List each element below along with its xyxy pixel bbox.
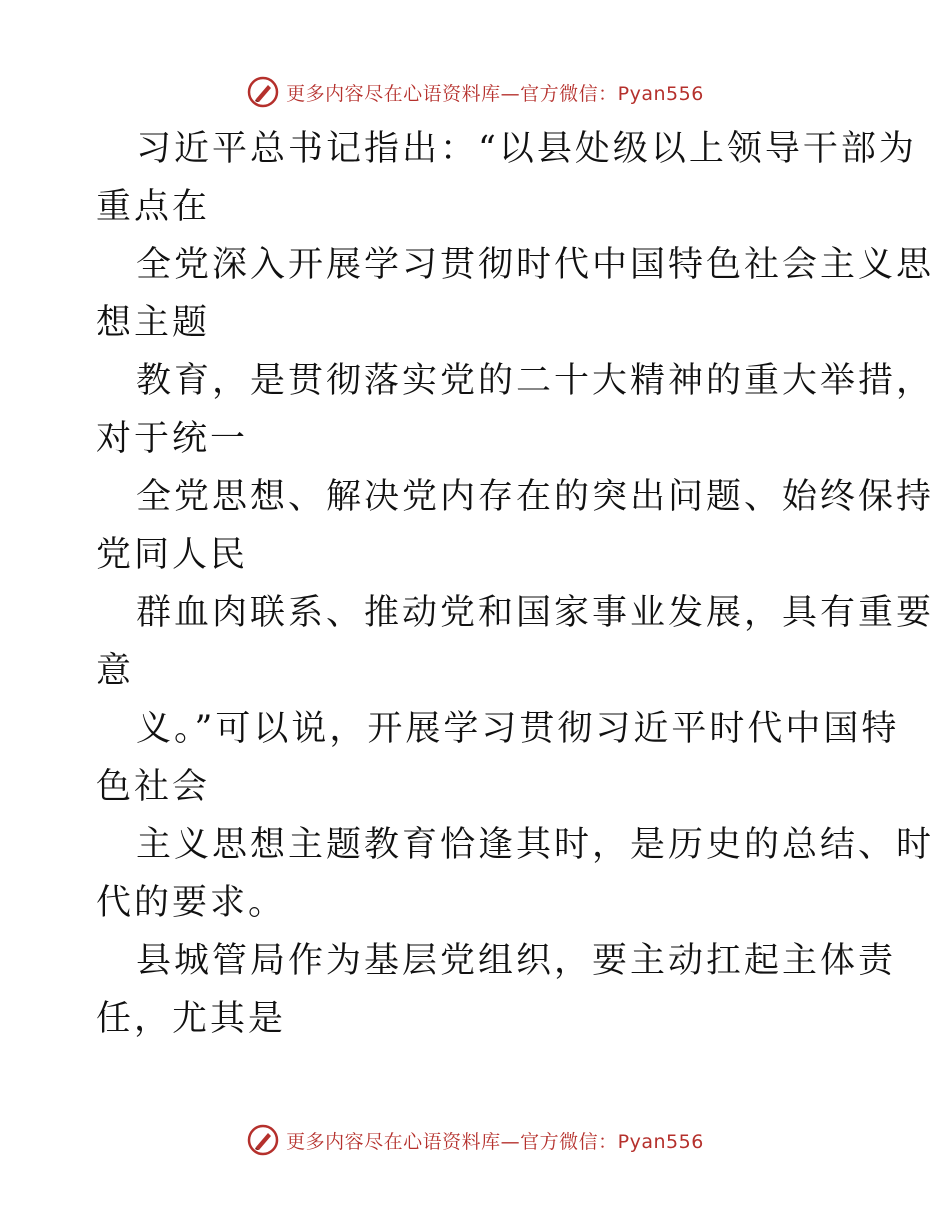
body-line: 主义思想主题教育恰逢其时，是历史的总结、时 (136, 825, 935, 865)
body-line: 县城管局作为基层党组织，要主动扛起主体责 (136, 941, 897, 981)
body-line: 全党深入开展学习贯彻时代中国特色社会主义思 (136, 245, 935, 285)
footer-banner-text: 更多内容尽在心语资料库—官方微信：Pyan556 (286, 1130, 704, 1153)
body-line: 群血肉联系、推动党和国家事业发展，具有重要 (136, 593, 935, 633)
body-line: 全党思想、解决党内存在的突出问题、始终保持 (136, 477, 935, 517)
body-line: 重点在 (96, 187, 211, 227)
pen-circle-logo-icon (246, 75, 280, 109)
footer-banner (0, 1120, 950, 1160)
body-line: 意 (96, 651, 135, 691)
document-body (96, 120, 935, 1048)
body-line: 任，尤其是 (96, 999, 287, 1039)
body-line: 义。”可以说，开展学习贯彻习近平时代中国特 (136, 709, 900, 749)
body-line: 对于统一 (96, 419, 249, 459)
body-line: 代的要求。 (96, 883, 287, 923)
body-line: 教育，是贯彻落实党的二十大精神的重大举措， (136, 361, 935, 401)
header-banner-text: 更多内容尽在心语资料库—官方微信：Pyan556 (286, 82, 704, 105)
body-line: 习近平总书记指出：“以县处级以上领导干部为 (136, 129, 917, 169)
body-line: 党同人民 (96, 535, 249, 575)
body-line: 色社会 (96, 767, 211, 807)
pen-circle-logo-icon (246, 1123, 280, 1157)
body-line: 想主题 (96, 303, 211, 343)
header-banner (0, 72, 950, 112)
